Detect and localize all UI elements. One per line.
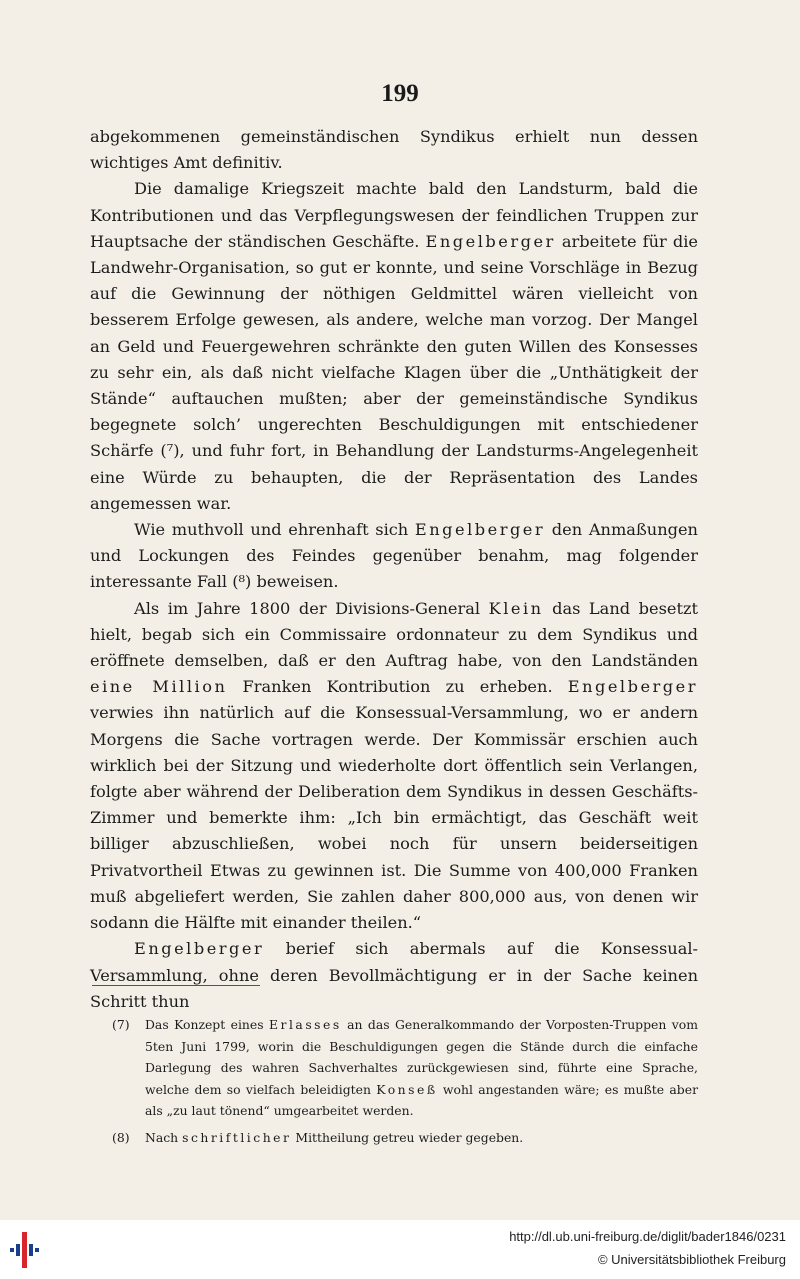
paragraph — [90, 517, 698, 596]
spaced-text: schriftlicher — [182, 1129, 292, 1145]
spaced-text: eine Million — [90, 677, 228, 697]
footnote-number: (7) — [112, 1017, 130, 1032]
text-run: Die damalige Kriegszeit machte bald den Landsturm, bald die Kontributionen und das Verpflegungswesen der feindlichen Truppen zur Hauptsache der ständischen Geschäfte. — [90, 179, 698, 251]
footnote — [112, 1014, 698, 1122]
text-run: arbeitete für die Landwehr-Organisation, so gut er konnte, und seine Vorschläge in Bezug auf die Gewinnung der nöthigen Geldmittel wären vielleicht von besserem Erfolge gewesen, als andere, welche man vorzog. Der Mangel an Geld und Feuergewehren schränkte den guten Willen des Konsesses zu sehr ein, als daß nicht vielfache Klagen über die „Unthätigkeit der Stände“ auftauchen mußten; aber der gemeinständische Syndikus begegnete solch’ ungerechten Beschuldigungen mit entschiedener Schärfe (⁷), und fuhr fort, in Behandlung der Landsturms-Angelegenheit eine Würde zu behaupten, die der Repräsentation des Landes angemessen war. — [90, 231, 699, 513]
text-run: das Land besetzt hielt, begab sich ein Commissaire ordonnateur zu dem Syndikus und eröffnete demselben, daß er den Auftrag habe, von den Landständen — [90, 598, 699, 671]
footnote-number: (8) — [112, 1129, 130, 1145]
text-run: abgekommenen gemeinständischen Syndikus erhielt nun dessen wichtiges Amt definitiv. — [90, 127, 698, 173]
text-run: an das Generalkommando der Vorposten-Truppen vom 5ten Juni 1799, worin die Beschuldigungen gegen die Stände durch die einfache Darlegung des wahren Sachverhaltes zurückgewiesen sind, führte eine Sprache, welche dem so vielfach beleidigten — [145, 1017, 698, 1097]
text-run: Das Konzept eines — [145, 1017, 269, 1032]
spaced-text: Konseß — [376, 1081, 438, 1097]
spaced-text: Klein — [488, 598, 544, 618]
text-run: wohl angestanden wäre; es mußte aber als „zu laut tönend“ umgearbeitet werden. — [145, 1081, 698, 1118]
main-text — [90, 124, 698, 1015]
page-number: 199 — [381, 80, 419, 107]
text-run: Mittheilung getreu wieder gegeben. — [291, 1129, 524, 1145]
text-run: Franken Kontribution zu erheben. — [227, 677, 568, 697]
spaced-text: Erlasses — [269, 1017, 342, 1032]
copyright-notice: © Universitätsbibliothek Freiburg — [597, 1252, 786, 1267]
text-run: Wie muthvoll und ehrenhaft sich — [134, 520, 415, 540]
footnotes — [112, 1014, 698, 1153]
text-run: den Anmaßungen und Lockungen des Feindes gegenüber benahm, mag folgender interessante Fall (⁸) beweisen. — [90, 520, 698, 592]
paragraph — [90, 124, 698, 176]
paragraph — [90, 936, 698, 1015]
text-run: Nach — [145, 1129, 183, 1145]
text-run: Als im Jahre 1800 der Divisions-General — [134, 598, 489, 618]
paragraph — [90, 596, 698, 937]
spaced-text: Engelberger — [134, 939, 265, 959]
footnote — [112, 1127, 698, 1149]
spaced-text: Engelberger — [567, 677, 698, 697]
viewer-footer — [0, 1220, 800, 1279]
text-run: berief sich abermals auf die Konsessual-Versammlung, ohne deren Bevollmächtigung er in der Sache keinen Schritt thun — [90, 939, 698, 1011]
footnote-separator — [92, 985, 260, 986]
spaced-text: Engelberger — [414, 520, 546, 540]
university-library-logo-icon — [10, 1230, 42, 1270]
paragraph — [90, 176, 698, 517]
text-run: verwies ihn natürlich auf die Konsessual-Versammlung, wo er andern Morgens die Sache vortragen werde. Der Kommissär erschien auch wirklich bei der Sitzung und wiederholte dort öffentlich sein Verlangen, folgte aber während der Deliberation dem Syndikus in dessen Geschäfts-Zimmer und bemerkte ihm: „Ich bin ermächtigt, das Geschäft weit billiger abzuschließen, wobei noch für unsern beiderseitigen Privatvortheil Etwas zu gewinnen ist. Die Summe von 400,000 Franken muß abgeliefert werden, Sie zahlen daher 800,000 aus, von denen wir sodann die Hälfte mit einander theilen.“ — [90, 703, 698, 933]
page-permalink[interactable]: http://dl.ub.uni-freiburg.de/diglit/bader1846/0231 — [509, 1229, 786, 1244]
spaced-text: Engelberger — [425, 231, 556, 251]
